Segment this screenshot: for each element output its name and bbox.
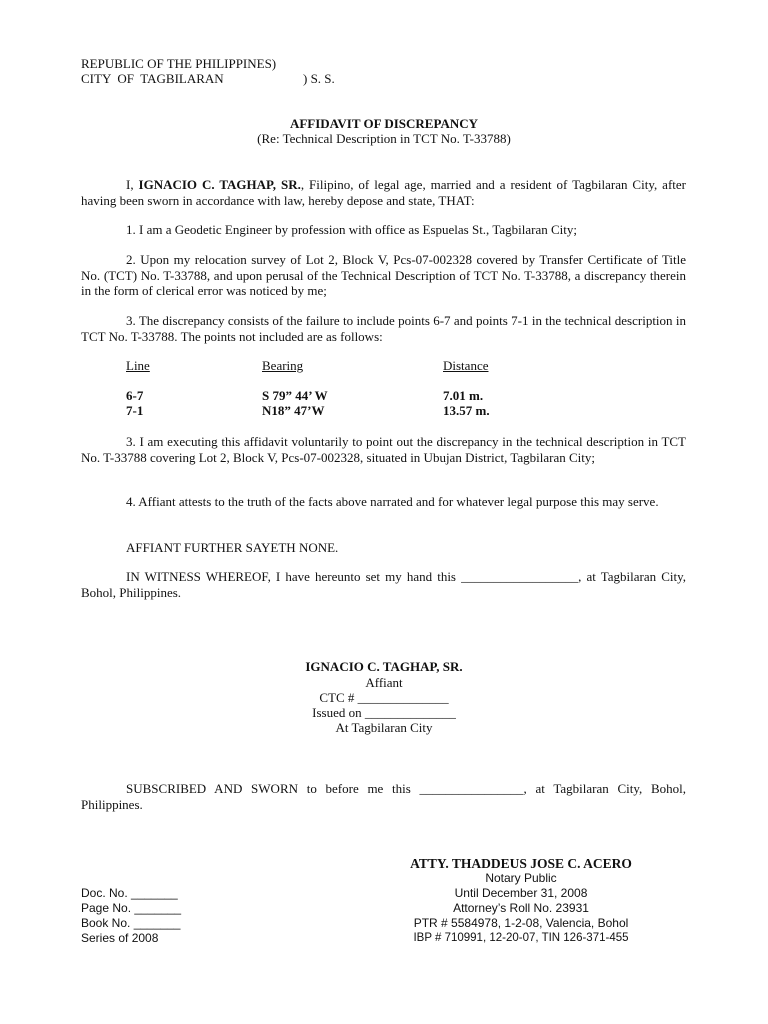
further-sayeth: AFFIANT FURTHER SAYETH NONE. [126, 540, 339, 555]
issued-on-line: Issued on ______________ [312, 705, 456, 720]
intro-paragraph [81, 177, 686, 208]
page-no: Page No. _______ [81, 901, 182, 915]
table-row-1-distance: 7.01 m. [443, 388, 484, 403]
paragraph-2: 2. Upon my relocation survey of Lot 2, Block V, Pcs-07-002328 covered by Transfer Certificate of Title No. (TCT) No. T-33788, and upon perusal of the Technical Description of TCT No. T-33788, a discrepancy therein in the form of clerical error was noticed by me; [81, 252, 686, 298]
table-row-2-line: 7-1 [126, 403, 144, 418]
caption-republic: REPUBLIC OF THE PHILIPPINES) [81, 56, 277, 71]
affiant-name: IGNACIO C. TAGHAP, SR. [305, 659, 463, 674]
issued-place: At Tagbilaran City [335, 720, 433, 735]
table-row-1-bearing: S 79” 44’ W [262, 388, 328, 403]
document-title: AFFIDAVIT OF DISCREPANCY [289, 116, 479, 131]
paragraph-1: 1. I am a Geodetic Engineer by profession with office as Espuelas St., Tagbilaran City; [126, 222, 577, 237]
jurat-paragraph: SUBSCRIBED AND SWORN to before me this ________________, at Tagbilaran City, Bohol, Philippines. [81, 781, 686, 812]
series-year: Series of 2008 [81, 931, 159, 945]
paragraph-3b: 3. I am executing this affidavit voluntarily to point out the discrepancy in the technical description in TCT No. T-33788 covering Lot 2, Block V, Pcs-07-002328, situated in Ubujan District, Tagbilaran City; [81, 434, 686, 465]
affiant-name-inline: IGNACIO C. TAGHAP, SR. [138, 177, 301, 192]
affiant-role: Affiant [365, 675, 403, 690]
table-header-distance: Distance [443, 358, 489, 373]
caption-ss: ) S. S. [303, 71, 335, 86]
notary-role: Notary Public [485, 871, 557, 885]
book-no: Book No. _______ [81, 916, 181, 930]
ctc-line: CTC # ______________ [319, 690, 449, 705]
notary-ibp: IBP # 710991, 12-20-07, TIN 126-371-455 [413, 932, 629, 944]
intro-prefix: I, [126, 177, 139, 192]
table-header-line: Line [126, 358, 150, 373]
table-row-2-distance: 13.57 m. [443, 403, 490, 418]
intro-body: , Filipino, of legal age, married and a resident of Tagbilaran City, after having been sworn in accordance with law, hereby depose and state, THAT: [81, 177, 686, 208]
table-header-bearing: Bearing [262, 358, 304, 373]
notary-roll: Attorney’s Roll No. 23931 [453, 901, 589, 915]
notary-commission: Until December 31, 2008 [454, 886, 588, 900]
paragraph-4: 4. Affiant attests to the truth of the facts above narrated and for whatever legal purpose this may serve. [126, 494, 659, 509]
document-subtitle: (Re: Technical Description in TCT No. T-33788) [257, 131, 511, 146]
caption-city: CITY OF TAGBILARAN [81, 71, 224, 86]
witness-paragraph: IN WITNESS WHEREOF, I have hereunto set my hand this __________________, at Tagbilaran City, Bohol, Philippines. [81, 569, 686, 600]
paragraph-3: 3. The discrepancy consists of the failure to include points 6-7 and points 7-1 in the technical description in TCT No. T-33788. The points not included are as follows: [81, 313, 686, 344]
notary-ptr: PTR # 5584978, 1-2-08, Valencia, Bohol [413, 916, 629, 930]
doc-no: Doc. No. _______ [81, 886, 178, 900]
table-row-2-bearing: N18” 47’W [262, 403, 325, 418]
notary-name: ATTY. THADDEUS JOSE C. ACERO [410, 856, 632, 871]
table-row-1-line: 6-7 [126, 388, 144, 403]
